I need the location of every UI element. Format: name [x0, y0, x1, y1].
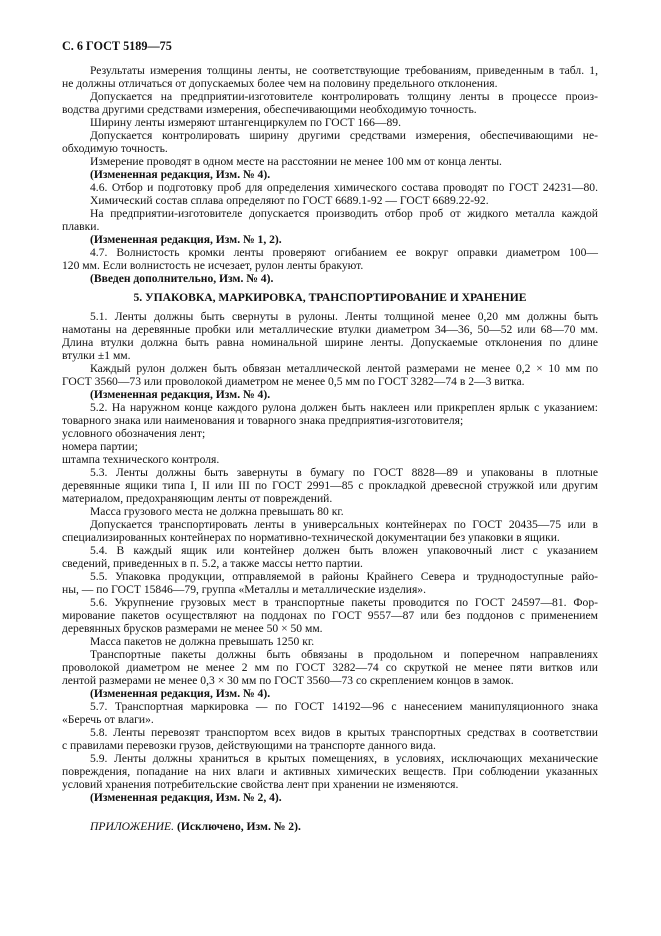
- amendment-note: (Измененная редакция, Изм. № 4).: [90, 388, 271, 401]
- text-line: сведений, приведенных в п. 5.2, а также массы нетто партии.: [62, 557, 363, 570]
- text-line: 5.3. Ленты должны быть завернуты в бумагу по ГОСТ 8828—89 и упакованы в плотные: [90, 466, 598, 479]
- text-line: номера партии;: [62, 440, 138, 453]
- text-line: Длина втулки должна быть равна номинальной ширине ленты. Допускаемые отклонения по длине: [62, 336, 598, 349]
- text-line: специализированных контейнерах по нормативно-технической документации без упаковки в ящики.: [62, 531, 560, 544]
- text-line: Результаты измерения толщины ленты, не соответствующие требованиям, приведенным в табл. 1,: [90, 64, 598, 77]
- amendment-note: (Измененная редакция, Изм. № 2, 4).: [90, 791, 282, 804]
- text-line: 5.9. Ленты должны храниться в крытых помещениях, в условиях, исключающих механические: [90, 752, 598, 765]
- text-line: На предприятии-изготовителе допускается производить отбор проб от жидкого металла каждой: [90, 207, 598, 220]
- text-line: деревянных брусков размерами не менее 50 × 50 мм.: [62, 622, 323, 635]
- appendix-line: [90, 820, 598, 833]
- text-line: материалом, предохраняющим ленты от повреждений.: [62, 492, 333, 505]
- text-line: 5.2. На наружном конце каждого рулона должен быть наклеен или прикреплен ярлык с указанием:: [90, 401, 598, 414]
- text-line: ны, — по ГОСТ 15846—79, группа «Металлы и металлические изделия».: [62, 583, 427, 596]
- text-line: Химический состав сплава определяют по ГОСТ 6689.1-92 — ГОСТ 6689.22-92.: [90, 194, 489, 207]
- section-title: 5. УПАКОВКА, МАРКИРОВКА, ТРАНСПОРТИРОВАНИЕ И ХРАНЕНИЕ: [133, 291, 527, 304]
- amendment-note: (Измененная редакция, Изм. № 4).: [90, 168, 271, 181]
- text-line: с правилами перевозки грузов, действующими на транспорте данного вида.: [62, 739, 436, 752]
- text-line: Допускается на предприятии-изготовителе контролировать толщину ленты в процессе произ-: [90, 90, 598, 103]
- text-line: проволокой диаметром не менее 2 мм по ГОСТ 3282—74 со скруткой не менее пяти витков или: [62, 661, 598, 674]
- text-line: намотаны на деревянные пробки или металлические втулки диаметром 34—36, 50—52 или 68—70 мм.: [62, 323, 598, 336]
- text-line: мирование пакетов осуществляют на поддонах по ГОСТ 9557—87 или без поддонов с применением: [62, 609, 598, 622]
- text-line: 120 мм. Если волнистость не исчезает, рулон ленты бракуют.: [62, 259, 364, 272]
- text-line: 5.1. Ленты должны быть свернуты в рулоны. Ленты толщиной менее 0,20 мм должны быть: [90, 310, 598, 323]
- text-line: Ширину ленты измеряют штангенциркулем по ГОСТ 166—89.: [90, 116, 401, 129]
- text-line: штампа технического контроля.: [62, 453, 220, 466]
- text-line: 5.4. В каждый ящик или контейнер должен быть вложен упаковочный лист с указанием: [90, 544, 598, 557]
- text-line: лентой размерами не менее 0,3 × 30 мм по ГОСТ 3560—73 со скреплением концов в замок.: [62, 674, 514, 687]
- text-line: повреждения, попадание на них влаги и активных химических веществ. При соблюдении указанных: [62, 765, 598, 778]
- page-header: С. 6 ГОСТ 5189—75: [62, 39, 172, 53]
- text-line: водства другими средствами измерения, обеспечивающими необходимую точность.: [62, 103, 477, 116]
- amendment-note: (Измененная редакция, Изм. № 1, 2).: [90, 233, 282, 246]
- text-line: 4.6. Отбор и подготовку проб для определения химического состава проводят по ГОСТ 24231—80.: [90, 181, 598, 194]
- text-line: обходимую точность.: [62, 142, 168, 155]
- appendix-label: ПРИЛОЖЕНИЕ.: [90, 820, 175, 833]
- text-line: условий хранения потребительские свойства лент при хранении не изменяются.: [62, 778, 459, 791]
- text-line: не должны отличаться от допускаемых более чем на половину предельного отклонения.: [62, 77, 498, 90]
- text-line: условного обозначения лент;: [62, 427, 206, 440]
- text-line: Масса пакетов не должна превышать 1250 кг.: [90, 635, 315, 648]
- text-line: 4.7. Волнистость кромки ленты проверяют огибанием ее вокруг оправки диаметром 100—: [90, 246, 598, 259]
- text-line: Допускается контролировать ширину другими средствами измерения, обеспечивающими не-: [90, 129, 598, 142]
- text-line: «Беречь от влаги».: [62, 713, 154, 726]
- text-line: Каждый рулон должен быть обвязан металлической лентой размерами не менее 0,2 × 10 мм по: [90, 362, 598, 375]
- text-line: Измерение проводят в одном месте на расстоянии не менее 100 мм от конца ленты.: [90, 155, 502, 168]
- text-line: 5.5. Упаковка продукции, отправляемой в районы Крайнего Севера и труднодоступные райо-: [90, 570, 598, 583]
- text-line: Допускается транспортировать ленты в универсальных контейнерах по ГОСТ 20435—75 или в: [90, 518, 598, 531]
- text-line: 5.8. Ленты перевозят транспортом всех видов в крытых транспортных средствах в соответствии: [90, 726, 598, 739]
- text-line: Масса грузового места не должна превышать 80 кг.: [90, 505, 344, 518]
- text-line: товарного знака или наименования и товарного знака предприятия-изготовителя;: [62, 414, 464, 427]
- amendment-note: (Измененная редакция, Изм. № 4).: [90, 687, 271, 700]
- text-line: деревянные ящики типа I, II или III по ГОСТ 2991—85 с прокладкой древесной стружкой или другим: [62, 479, 598, 492]
- text-line: плавки.: [62, 220, 100, 233]
- text-line: втулки ±1 мм.: [62, 349, 131, 362]
- appendix-note: (Исключено, Изм. № 2).: [176, 820, 301, 833]
- text-line: Транспортные пакеты должны быть обвязаны в продольном и поперечном направлениях: [90, 648, 598, 661]
- amendment-note: (Введен дополнительно, Изм. № 4).: [90, 272, 274, 285]
- text-line: 5.6. Укрупнение грузовых мест в транспортные пакеты проводится по ГОСТ 24597—81. Фор-: [90, 596, 598, 609]
- text-line: 5.7. Транспортная маркировка — по ГОСТ 14192—96 с нанесением манипуляционного знака: [90, 700, 598, 713]
- text-line: ГОСТ 3560—73 или проволокой диаметром не менее 0,5 мм по ГОСТ 3282—74 в 2—3 витка.: [62, 375, 525, 388]
